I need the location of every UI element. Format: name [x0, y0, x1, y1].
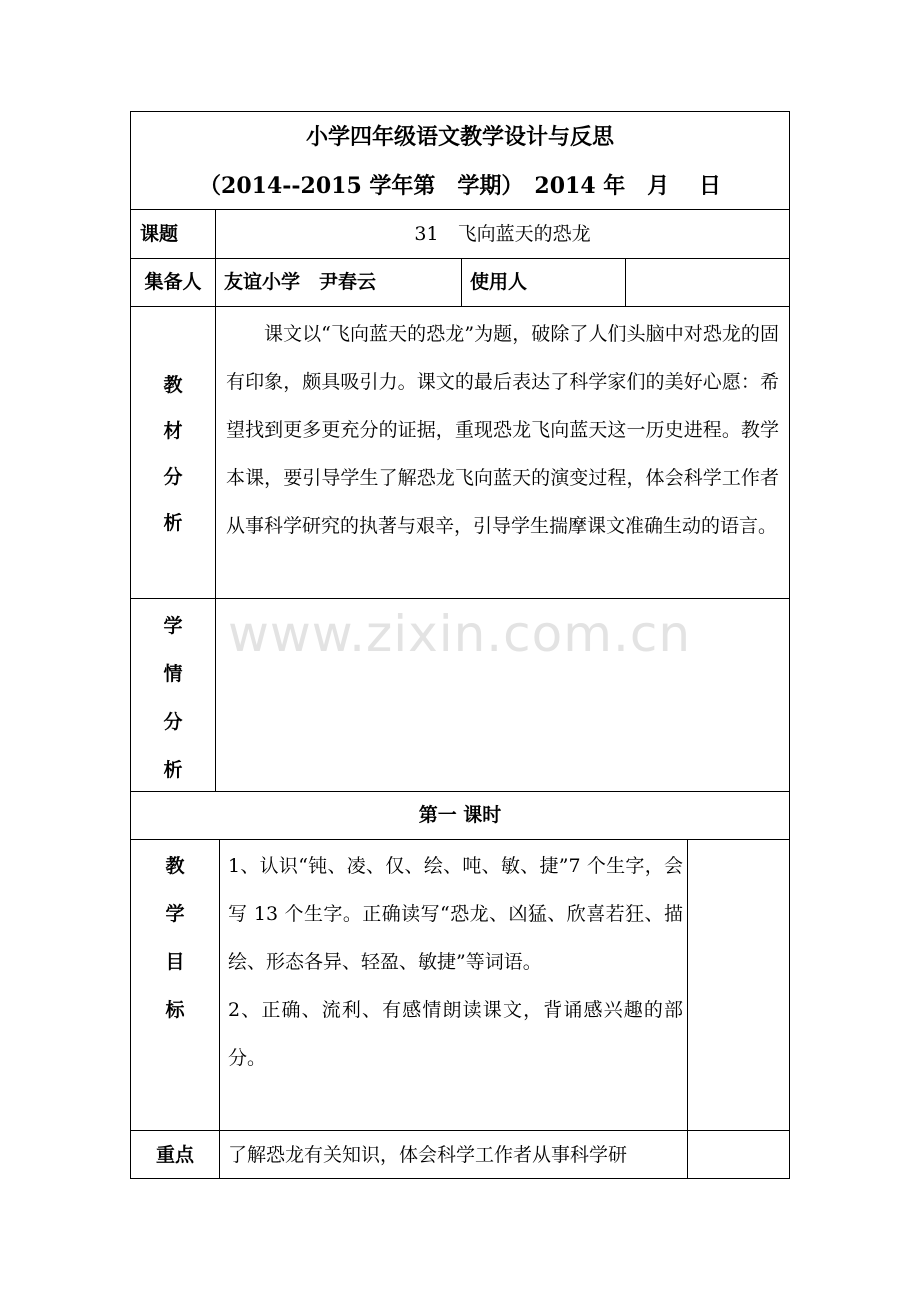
material-analysis-label: [131, 362, 215, 546]
watermark-text: www.zixin.com.cn: [228, 605, 692, 663]
objectives-label: [131, 842, 219, 1034]
label-char: 析: [163, 759, 183, 781]
label-char: 情: [163, 663, 183, 685]
label-char: 材: [163, 420, 183, 442]
label-char: 教: [163, 374, 183, 396]
label-char: 分: [163, 711, 183, 733]
material-analysis-text-cell: [226, 310, 779, 550]
objective-item-1: 1、认识“钝、凌、仅、绘、吨、敏、捷”7 个生字，会写 13 个生字。正确读写“恐龙、凶猛、欣喜若狂、描绘、形态各异、轻盈、敏捷”等词语。: [228, 855, 683, 973]
label-char: 目: [165, 951, 185, 973]
objective-item-2: 2、正确、流利、有感情朗读课文，背诵感兴趣的部分。: [228, 999, 683, 1069]
key-points-text: 了解恐龙有关知识，体会科学工作者从事科学研: [228, 1144, 628, 1166]
row-divider: [131, 839, 789, 840]
document-title: 小学四年级语文教学设计与反思: [305, 124, 614, 150]
prepared-by-value: 友谊小学 尹春云: [224, 271, 377, 293]
user-label: 使用人: [470, 271, 528, 293]
label-char: 教: [165, 855, 185, 877]
topic-value: 31 飞向蓝天的恐龙: [414, 223, 591, 245]
label-char: 学: [163, 615, 183, 637]
label-char: 析: [163, 512, 183, 534]
label-char: 学: [165, 903, 185, 925]
row-divider: [131, 598, 789, 599]
user-value: [626, 259, 789, 306]
document-subtitle: （2014--2015 学年第 学期） 2014 年 月 日: [199, 173, 721, 199]
key-points-label: 重点: [155, 1144, 194, 1166]
column-divider: [687, 839, 688, 1179]
prepared-by-label: 集备人: [144, 271, 202, 293]
label-char: 分: [163, 466, 183, 488]
topic-label: 课题: [140, 223, 179, 245]
row-divider: [131, 306, 789, 307]
material-analysis-text: 课文以“飞向蓝天的恐龙”为题，破除了人们头脑中对恐龙的固有印象，颇具吸引力。课文的最后表达了科学家们的美好心愿：希望找到更多更充分的证据，重现恐龙飞向蓝天这一历史进程。教学本课，要引导学生了解恐龙飞向蓝天的演变过程，体会科学工作者从事科学研究的执著与艰辛，引导学生揣摩课文准确生动的语言。: [226, 323, 779, 537]
session-title: 第一 课时: [418, 804, 502, 826]
student-analysis-label: [131, 602, 215, 794]
label-char: 标: [165, 999, 185, 1021]
column-divider: [219, 839, 220, 1179]
objectives-text-cell: [228, 842, 683, 1082]
